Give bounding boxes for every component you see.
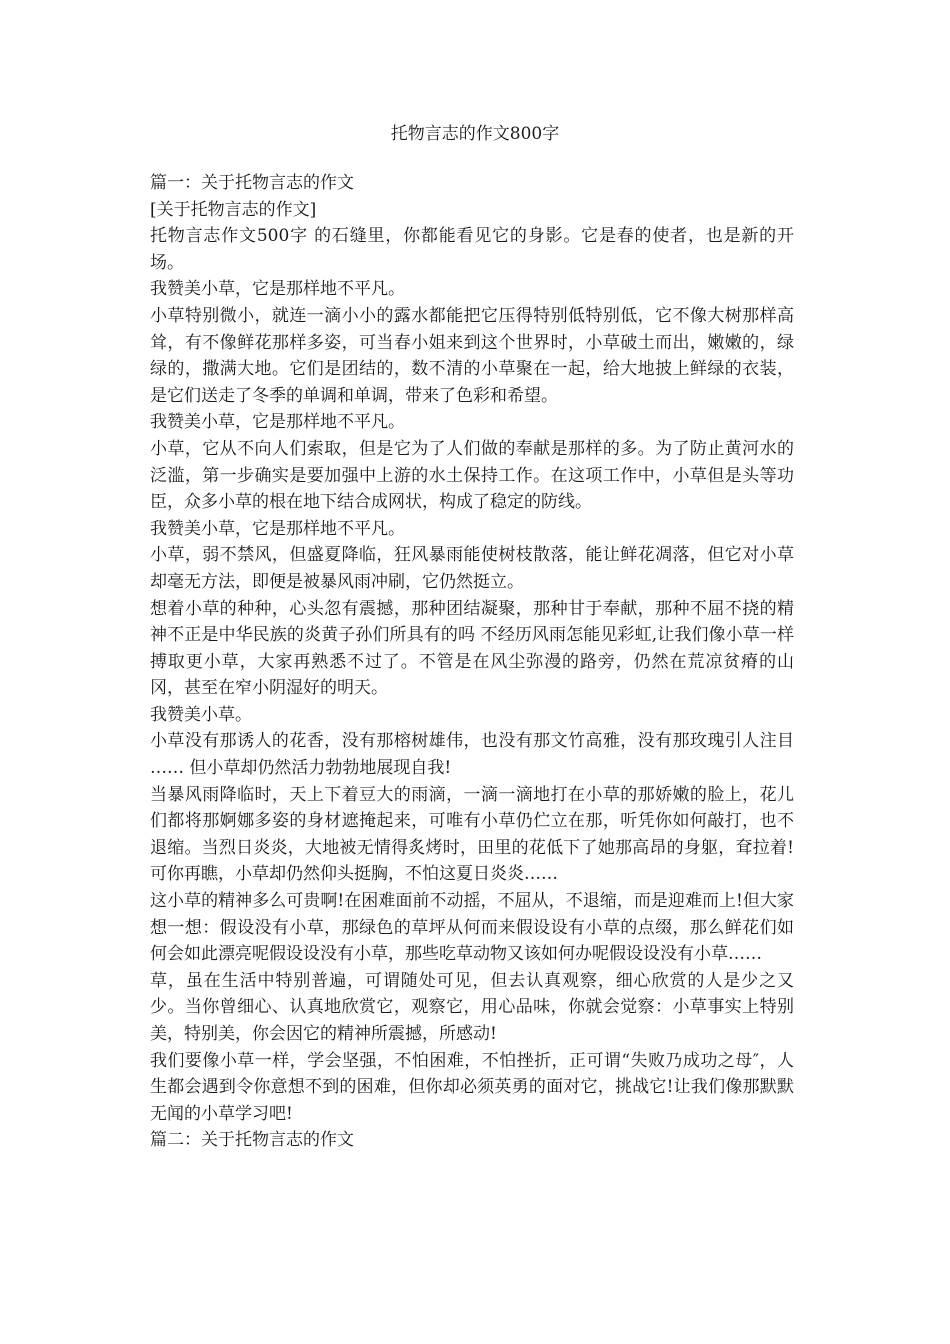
paragraph: 我赞美小草，它是那样地不平凡。 xyxy=(150,518,405,539)
section-heading-2: 篇二：关于托物言志的作文 xyxy=(150,1130,354,1151)
paragraph: 我赞美小草。 xyxy=(150,704,252,725)
document-title: 托物言志的作文800字 xyxy=(390,124,560,144)
document-body xyxy=(150,170,794,1154)
paragraph: 我赞美小草，它是那样地不平凡。 xyxy=(150,412,405,433)
paragraph: 我们要像小草一样，学会坚强，不怕困难，不怕挫折，正可谓“失败乃成功之母″，人生都会遇到令你意想不到的困难，但你却必须英勇的面对它，挑战它!让我们像那默默无闻的小草学习吧! xyxy=(150,1050,794,1124)
paragraph: 我赞美小草，它是那样地不平凡。 xyxy=(150,279,405,300)
paragraph: 当暴风雨降临时，天上下着豆大的雨滴，一滴一滴地打在小草的那娇嫩的脸上，花儿们都将那婀娜多姿的身材遮掩起来，可唯有小草仍伫立在那，听凭你如何敲打，也不退缩。当烈日炎炎，大地被无情得炙烤时，田里的花低下了她那高昂的身躯，耷拉着!可你再瞧，小草却仍然仰头挺胸，不怕这夏日炎炎…… xyxy=(150,784,794,885)
paragraph: 这小草的精神多么可贵啊!在困难面前不动摇，不屈从，不退缩，而是迎难而上!但大家想一想：假设没有小草，那绿色的草坪从何而来假设设有小草的点缀，那么鲜花们如何会如此漂亮呢假设设没有小草，那些吃草动物又该如何办呢假设设没有小草…… xyxy=(150,891,794,965)
paragraph: 小草，弱不禁风，但盛夏降临，狂风暴雨能使树枝散落，能让鲜花凋落，但它对小草却毫无方法，即便是被暴风雨冲刷，它仍然挺立。 xyxy=(150,545,794,592)
section-heading-1: 篇一：关于托物言志的作文 xyxy=(150,173,354,193)
paragraph: 草，虽在生活中特别普遍，可谓随处可见，但去认真观察，细心欣赏的人是少之又少。当你曾细心、认真地欣赏它，观察它，用心品味，你就会觉察：小草事实上特别美，特别美，你会因它的精神所震撼，所感动! xyxy=(150,970,794,1044)
paragraph: 小草特别微小，就连一滴小小的露水都能把它压得特别低特别低，它不像大树那样高耸，有不像鲜花那样多姿，可当春小姐来到这个世界时，小草破土而出，嫩嫩的，绿绿的，撒满大地。它们是团结的，数不清的小草聚在一起，给大地披上鲜绿的衣装，是它们送走了冬季的单调和单调，带来了色彩和希望。 xyxy=(150,305,794,406)
paragraph: 想着小草的种种，心头忽有震撼，那种团结凝聚，那种甘于奉献，那种不屈不挠的精神不正是中华民族的炎黄子孙们所具有的吗 不经历风雨怎能见彩虹,让我们像小草一样搏取更小草，大家再熟悉不过了。不管是在风尘弥漫的路旁，仍然在荒凉贫瘠的山冈，甚至在窄小阴湿好的明天。 xyxy=(150,598,794,699)
paragraph: [关于托物言志的作文] xyxy=(150,199,317,220)
paragraph: 托物言志作文500字 的石缝里，你都能看见它的身影。它是春的使者，也是新的开场。 xyxy=(150,226,794,273)
paragraph: 小草，它从不向人们索取，但是它为了人们做的奉献是那样的多。为了防止黄河水的泛滥，第一步确实是要加强中上游的水土保持工作。在这项工作中，小草但是头等功臣，众多小草的根在地下结合成网状，构成了稳定的防线。 xyxy=(150,438,794,513)
paragraph: 小草没有那诱人的花香，没有那榕树雄伟，也没有那文竹高雅，没有那玫瑰引人注目 …… 但小草却仍然活力勃勃地展现自我! xyxy=(150,731,794,779)
